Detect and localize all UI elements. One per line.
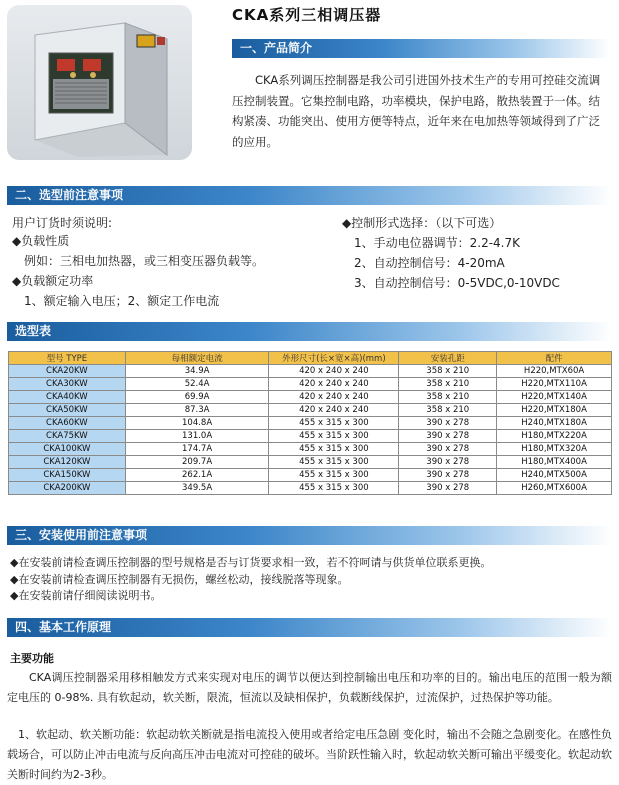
cell: 174.7A: [125, 443, 269, 456]
cell: H180,MTX220A: [497, 430, 612, 443]
cell: 390 x 278: [399, 482, 497, 495]
table-row: [9, 365, 612, 378]
section3-heading: 三、安装使用前注意事项: [7, 526, 612, 545]
column-header: 安装孔距: [399, 352, 497, 365]
selection-line: ◆负载额定功率: [12, 274, 94, 288]
cell: 455 x 315 x 300: [269, 469, 399, 482]
cell: H220,MTX60A: [497, 365, 612, 378]
section4-heading: 四、基本工作原理: [7, 618, 612, 637]
cell: 420 x 240 x 240: [269, 378, 399, 391]
cell: H180,MTX320A: [497, 443, 612, 456]
cell: 358 x 210: [399, 378, 497, 391]
cell: H240,MTX180A: [497, 417, 612, 430]
cell: 69.9A: [125, 391, 269, 404]
model-cell: CKA120KW: [9, 456, 126, 469]
cell: 455 x 315 x 300: [269, 456, 399, 469]
soft-start-para: 1、软起动、软关断功能：软起动软关断就是指电流投入使用或者给定电压急剧 变化时，输出不会随之急剧变化。在感性负载场合，可以防止冲击电流与反向高压冲击电流对可控硅的破坏。当阶跃性输入时，软起动软关断可输出平缓变化。软起动软关断时间约为2-3秒。: [7, 728, 612, 781]
column-header: 外形尺寸(长×宽×高)(mm): [269, 352, 399, 365]
table-row: [9, 456, 612, 469]
cell: 131.0A: [125, 430, 269, 443]
cell: 87.3A: [125, 404, 269, 417]
cell: 390 x 278: [399, 469, 497, 482]
table-row: [9, 378, 612, 391]
cell: 455 x 315 x 300: [269, 417, 399, 430]
selection-left: [12, 214, 332, 312]
model-cell: CKA100KW: [9, 443, 126, 456]
model-cell: CKA50KW: [9, 404, 126, 417]
section2-heading: 二、选型前注意事项: [7, 186, 612, 205]
cell: 420 x 240 x 240: [269, 365, 399, 378]
controller-illustration: [7, 5, 192, 160]
main-functions-heading: 主要功能: [10, 652, 54, 665]
column-header: 配件: [497, 352, 612, 365]
product-photo: [7, 5, 192, 160]
cell: H220,MTX110A: [497, 378, 612, 391]
spec-table: [8, 351, 612, 495]
model-cell: CKA20KW: [9, 365, 126, 378]
cell: 358 x 210: [399, 391, 497, 404]
model-cell: CKA75KW: [9, 430, 126, 443]
cell: 209.7A: [125, 456, 269, 469]
table-row: [9, 482, 612, 495]
install-notes: [10, 555, 612, 605]
cell: 420 x 240 x 240: [269, 404, 399, 417]
cell: 358 x 210: [399, 404, 497, 417]
cell: H260,MTX600A: [497, 482, 612, 495]
cell: H180,MTX400A: [497, 456, 612, 469]
column-header: 型号 TYPE: [9, 352, 126, 365]
cell: 262.1A: [125, 469, 269, 482]
cell: 349.5A: [125, 482, 269, 495]
selection-right: [342, 214, 612, 294]
note-item: ◆在安装前请仔细阅读说明书。: [10, 589, 162, 602]
table-heading: 选型表: [7, 322, 612, 341]
model-cell: CKA40KW: [9, 391, 126, 404]
table-row: [9, 443, 612, 456]
selection-line: 3、自动控制信号：0-5VDC,0-10VDC: [354, 276, 560, 290]
table-header-row: [9, 352, 612, 365]
note-item: ◆在安装前请检查调压控制器有无损伤，螺丝松动，接线脱落等现象。: [10, 572, 349, 586]
selection-line: ◆负载性质: [12, 234, 70, 248]
model-cell: CKA30KW: [9, 378, 126, 391]
cell: 390 x 278: [399, 430, 497, 443]
cell: H240,MTX500A: [497, 469, 612, 482]
cell: H220,MTX180A: [497, 404, 612, 417]
selection-line: 2、自动控制信号：4-20mA: [354, 256, 505, 270]
cell: 34.9A: [125, 365, 269, 378]
selection-line: 例如：三相电加热器，或三相变压器负载等。: [24, 254, 265, 268]
cell: 455 x 315 x 300: [269, 443, 399, 456]
selection-line: ◆控制形式选择：（以下可选）: [342, 216, 502, 230]
principle-para: CKA调压控制器采用移相触发方式来实现对电压的调节以便达到控制输出电压和功率的目的。输出电压的范围一般为额定电压的 0-98%. 具有软起动，软关断，限流，恒流以及缺相保护，负载断线保护，过流保护，过热保护等功能。: [7, 671, 612, 704]
cell: 390 x 278: [399, 417, 497, 430]
table-row: [9, 391, 612, 404]
model-cell: CKA60KW: [9, 417, 126, 430]
cell: 358 x 210: [399, 365, 497, 378]
selection-line: 用户订货时须说明:: [12, 216, 113, 230]
cell: 52.4A: [125, 378, 269, 391]
cell: 455 x 315 x 300: [269, 482, 399, 495]
page-title: CKA系列三相调压器: [232, 6, 382, 24]
table-row: [9, 469, 612, 482]
selection-line: 1、额定输入电压；2、额定工作电流: [24, 294, 220, 308]
section1-heading: 一、产品简介: [232, 39, 610, 58]
model-cell: CKA150KW: [9, 469, 126, 482]
cell: 104.8A: [125, 417, 269, 430]
table-row: [9, 430, 612, 443]
cell: 455 x 315 x 300: [269, 430, 399, 443]
cell: 390 x 278: [399, 443, 497, 456]
cell: 420 x 240 x 240: [269, 391, 399, 404]
model-cell: CKA200KW: [9, 482, 126, 495]
column-header: 每相额定电流: [125, 352, 269, 365]
cell: 390 x 278: [399, 456, 497, 469]
table-row: [9, 417, 612, 430]
cell: H220,MTX140A: [497, 391, 612, 404]
intro-text: CKA系列调压控制器是我公司引进国外技术生产的专用可控硅交流调压控制装置。它集控制电路，功率模块，保护电路，散热装置于一体。结构紧凑、功能突出、使用方便等特点，近年来在电加热等领域得到了广泛的应用。: [232, 73, 601, 149]
note-item: ◆在安装前请检查调压控制器的型号规格是否与订货要求相一致，若不符呵请与供货单位联系更换。: [10, 556, 492, 569]
selection-line: 1、手动电位器调节：2.2-4.7K: [354, 236, 521, 250]
table-row: [9, 404, 612, 417]
